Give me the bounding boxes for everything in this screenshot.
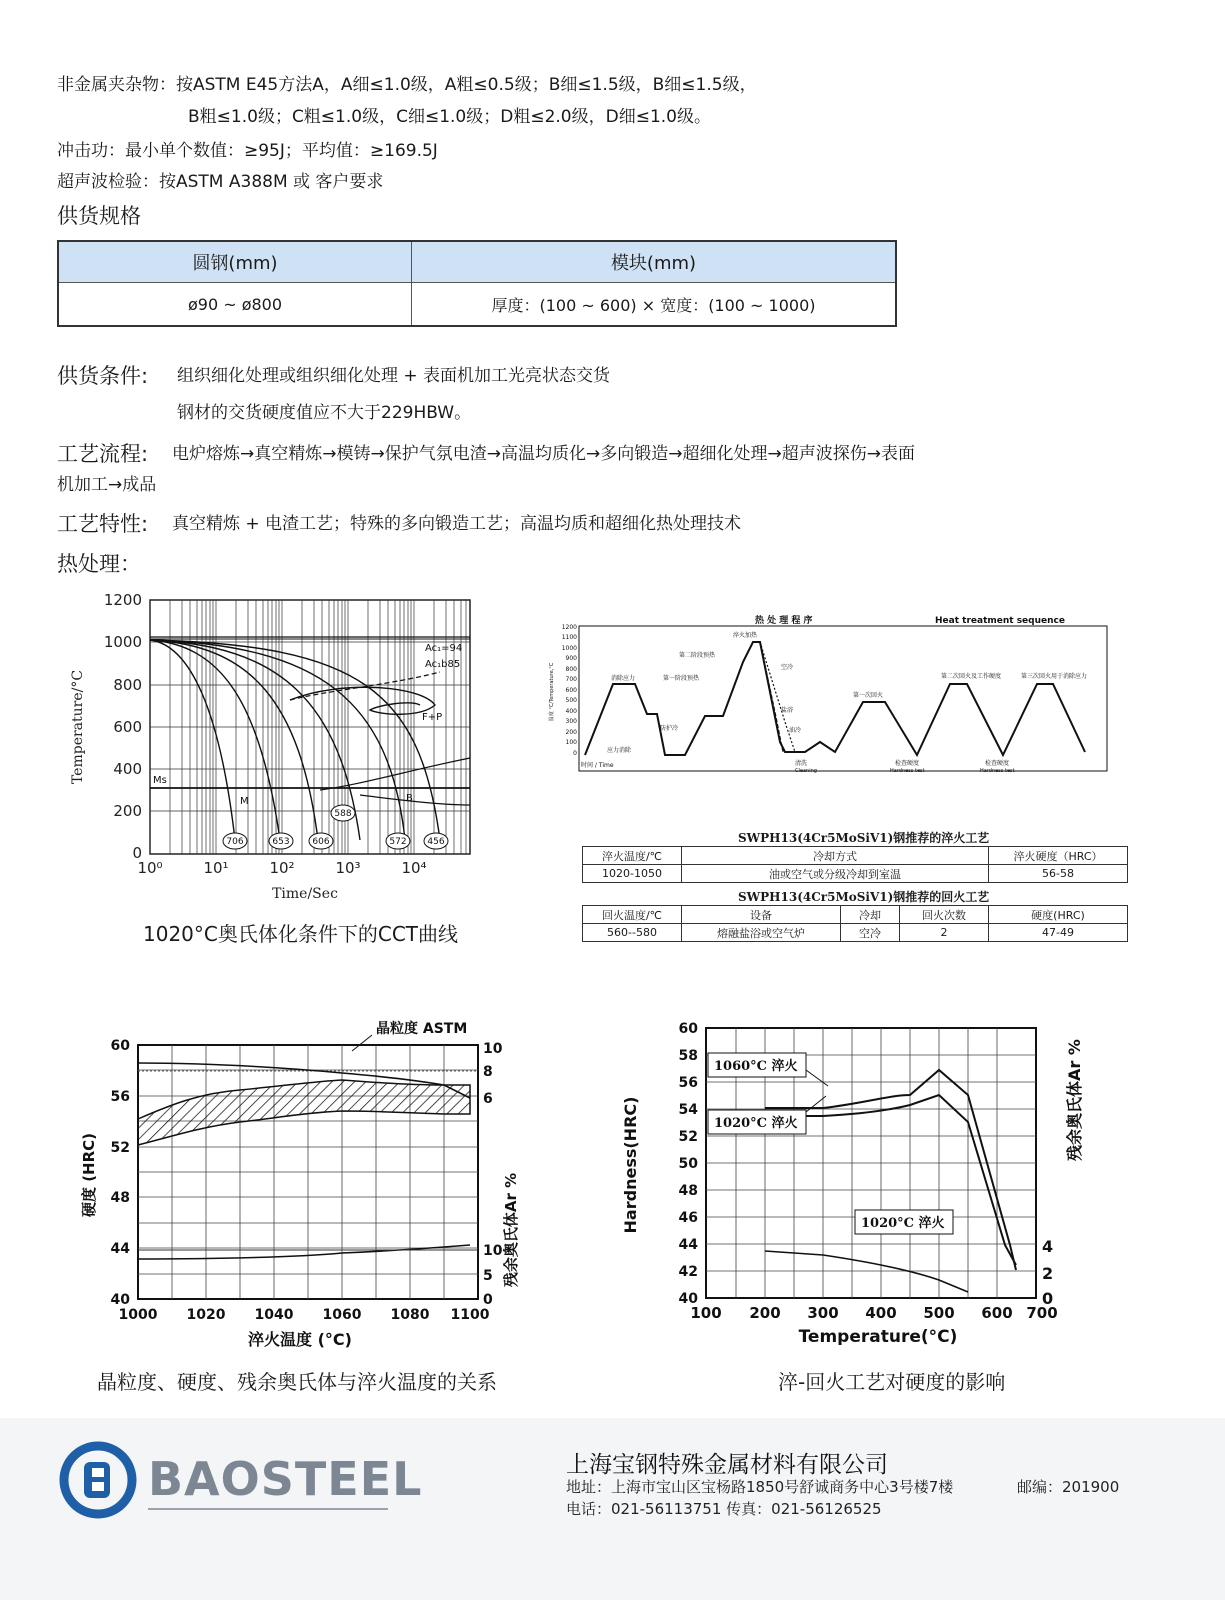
cct-hardness-572: 572 [389, 837, 407, 847]
cct-hardness-653: 653 [272, 837, 290, 847]
grain-ytick-48: 48 [110, 1190, 130, 1206]
table-header-round: 圆钢(mm) [58, 241, 412, 283]
heat-seq-label-time: 时间 / Time [581, 762, 614, 769]
temper-cell-equipment: 熔融盐浴或空气炉 [682, 924, 841, 942]
grain-caption: 晶粒度、硬度、残余奥氏体与淬火温度的关系 [97, 1370, 497, 1394]
temper-xlabel: Temperature(°C) [798, 1327, 958, 1345]
temper-ytick-50: 50 [678, 1156, 698, 1172]
temper-xtick-100: 100 [690, 1304, 722, 1322]
supply-condition-label: 供货条件: [57, 364, 149, 388]
temper-ytick-56: 56 [678, 1075, 698, 1091]
temper-header-temp: 回火温度/℃ [583, 906, 682, 924]
heat-seq-ytick-400: 400 [565, 708, 577, 715]
cct-ytick-1200: 1200 [103, 591, 142, 609]
heat-seq-label-salt-bath: 盐浴 [781, 707, 794, 714]
heat-treatment-label: 热处理： [57, 552, 141, 576]
grain-ytick-52: 52 [110, 1140, 130, 1156]
heat-seq-ytick-1000: 1000 [561, 645, 577, 652]
heat-sequence-chart [545, 612, 1135, 792]
heat-seq-ytick-300: 300 [565, 718, 577, 725]
temper-xtick-700: 700 [1026, 1304, 1058, 1322]
cct-ytick-600: 600 [113, 718, 142, 736]
grain-xtick-1060: 1060 [322, 1307, 362, 1323]
quench-table-title: SWPH13(4Cr5MoSiV1)钢推荐的淬火工艺 [738, 831, 990, 845]
heat-seq-label-destress: 消除应力 [611, 675, 636, 682]
baosteel-logo-icon [58, 1440, 138, 1520]
supply-condition-line1: 组织细化处理或组织细化处理 + 表面机加工光亮状态交货 [177, 366, 611, 386]
footer-phone: 电话：021-56113751 传真：021-56126525 [566, 1500, 882, 1518]
quench-header-temp: 淬火温度/℃ [583, 847, 682, 865]
heat-seq-title-en: Heat treatment sequence [935, 616, 1065, 626]
heat-seq-label-stress-relief: 应力消除 [607, 747, 632, 754]
temper-xtick-400: 400 [865, 1304, 897, 1322]
quench-header-hardness: 淬火硬度（HRC） [989, 847, 1128, 865]
cct-ytick-400: 400 [113, 760, 142, 778]
heat-seq-ytick-600: 600 [565, 687, 577, 694]
cct-hardness-606: 606 [312, 837, 330, 847]
heat-seq-label-hardness1-en: Hardness test [890, 768, 925, 774]
heat-seq-label-clean: 清洗 [795, 760, 808, 767]
cct-ylabel: Temperature/°C [70, 669, 86, 785]
heat-seq-ytick-700: 700 [565, 676, 577, 683]
temper-ylabel: Hardness(HRC) [621, 1096, 640, 1234]
grain-xtick-1080: 1080 [390, 1307, 430, 1323]
process-flow-line1: 电炉熔炼→真空精炼→模铸→保护气氛电渣→高温均质化→多向锻造→超细化处理→超声波探伤→表面 [172, 444, 915, 464]
grain-xtick-1000: 1000 [118, 1307, 158, 1323]
temper-ylabel-right: 残余奥氏体Ar % [1065, 1039, 1084, 1161]
quench-cell-hardness: 56-58 [989, 865, 1128, 883]
process-flow-line2: 机加工→成品 [57, 475, 157, 495]
temper-header-times: 回火次数 [900, 906, 989, 924]
footer-address: 地址：上海市宝山区宝杨路1850号舒诚商务中心3号楼7楼 [566, 1478, 954, 1496]
heat-seq-ylabel: 温度 °C/Temperature,°C [549, 662, 555, 722]
temper-cell-cooling: 空冷 [841, 924, 900, 942]
heat-seq-ytick-800: 800 [565, 666, 577, 673]
grain-hardness-chart [70, 1015, 540, 1355]
heat-seq-label-clean-en: Cleaning [795, 768, 817, 774]
heat-seq-ytick-900: 900 [565, 655, 577, 662]
grain-ytick-40: 40 [110, 1292, 130, 1308]
cct-chart [60, 590, 480, 920]
heat-seq-label-protect: 防护冷 [660, 725, 679, 732]
grain-xtick-1020: 1020 [186, 1307, 226, 1323]
grain-xtick-1100: 1100 [450, 1307, 490, 1323]
heat-seq-label-stage2: 第二阶段预热 [679, 652, 716, 659]
ar-right-10: 10 [483, 1243, 503, 1259]
temper-ytick-44: 44 [678, 1237, 698, 1253]
cct-ytick-1000: 1000 [103, 633, 142, 651]
process-flow-label: 工艺流程: [57, 442, 149, 466]
cct-m: M [240, 796, 249, 807]
cct-ac1b: Ac₁b85 [425, 659, 461, 670]
inclusions-line1: 非金属夹杂物：按ASTM E45方法A，A细≤1.0级，A粗≤0.5级；B细≤1.5级，B细≤1.5级， [57, 75, 757, 95]
grain-ytick-56: 56 [110, 1089, 130, 1105]
temper-cell-hardness: 47-49 [989, 924, 1128, 942]
cct-xtick-0: 10⁰ [137, 859, 163, 877]
heat-seq-ytick-100: 100 [565, 739, 577, 746]
cct-hardness-706: 706 [226, 837, 244, 847]
footer-postcode: 邮编：201900 [1017, 1478, 1120, 1496]
heat-seq-label-quench-heat: 淬火加热 [733, 632, 758, 639]
table-cell-round: ø90 ~ ø800 [58, 283, 412, 327]
heat-seq-ytick-500: 500 [565, 697, 577, 704]
heat-seq-label-stage1: 第一阶段预热 [663, 675, 700, 682]
cct-hardness-588: 588 [334, 809, 352, 819]
footer-brand-underline [148, 1508, 388, 1510]
cct-xtick-2: 10² [269, 859, 295, 877]
grain-xtick-1040: 1040 [254, 1307, 294, 1323]
cct-ytick-800: 800 [113, 676, 142, 694]
ultrasonic-line: 超声波检验：按ASTM A388M 或 客户要求 [57, 172, 384, 192]
grain-ylabel-left: 硬度 (HRC) [80, 1132, 98, 1218]
cct-ac1: Ac₁=94 [425, 643, 463, 654]
heat-seq-label-hardness1: 检查硬度 [895, 760, 920, 767]
temper-caption: 淬-回火工艺对硬度的影响 [778, 1370, 1006, 1394]
grain-ytick-44: 44 [110, 1241, 130, 1257]
temper-label-1060: 1060°C 淬火 [714, 1059, 798, 1074]
temper-label-1020b: 1020°C 淬火 [861, 1216, 945, 1231]
cct-xtick-3: 10³ [335, 859, 361, 877]
ar-right-5: 5 [483, 1268, 493, 1284]
temper-right-2: 2 [1042, 1264, 1054, 1283]
heat-seq-label-hardness2: 检查硬度 [985, 760, 1010, 767]
heat-seq-label-temper3: 第三次回火用于消除应力 [1021, 673, 1088, 680]
grain-ylabel-right: 残余奥氏体Ar % [502, 1172, 520, 1288]
quench-header-cooling: 冷却方式 [682, 847, 989, 865]
footer-brand: BAOSTEEL [148, 1452, 423, 1506]
temper-xtick-200: 200 [749, 1304, 781, 1322]
heat-seq-ytick-1100: 1100 [561, 634, 577, 641]
inclusions-line2: B粗≤1.0级；C粗≤1.0级，C细≤1.0级；D粗≤2.0级，D细≤1.0级。 [188, 107, 711, 127]
grain-ytick-60: 60 [110, 1038, 130, 1054]
supply-condition-line2: 钢材的交货硬度值应不大于229HBW。 [177, 403, 472, 423]
grain-xlabel: 淬火温度 (°C) [248, 1330, 352, 1349]
cct-b: B [406, 793, 413, 804]
temper-ytick-40: 40 [678, 1291, 698, 1307]
temper-xtick-300: 300 [807, 1304, 839, 1322]
cct-fp: F+P [422, 712, 443, 723]
temper-header-equipment: 设备 [682, 906, 841, 924]
table-cell-block: 厚度：(100 ~ 600) × 宽度：(100 ~ 1000) [412, 283, 897, 327]
cct-caption: 1020°C奥氏体化条件下的CCT曲线 [143, 922, 459, 946]
quench-cell-temp: 1020-1050 [583, 865, 682, 883]
process-feature-label: 工艺特性: [57, 512, 149, 536]
grain-right-10: 10 [483, 1041, 503, 1057]
temper-ytick-54: 54 [678, 1102, 698, 1118]
cct-ytick-200: 200 [113, 802, 142, 820]
heat-seq-ytick-0: 0 [573, 750, 577, 757]
temper-ytick-42: 42 [678, 1264, 698, 1280]
footer-company: 上海宝钢特殊金属材料有限公司 [566, 1452, 888, 1478]
quench-table [582, 846, 1128, 883]
ar-right-0: 0 [483, 1292, 493, 1308]
supply-spec-table [57, 240, 897, 327]
temper-ytick-48: 48 [678, 1183, 698, 1199]
quench-cell-cooling: 油或空气或分级冷却到室温 [682, 865, 989, 883]
table-header-block: 模块(mm) [412, 241, 897, 283]
heat-seq-label-hardness2-en: Hardness test [980, 768, 1015, 774]
heat-seq-ytick-200: 200 [565, 729, 577, 736]
heat-seq-ytick-1200: 1200 [561, 624, 577, 631]
cct-ms: Ms [153, 775, 167, 786]
cct-xtick-1: 10¹ [203, 859, 229, 877]
temper-label-1020: 1020°C 淬火 [714, 1116, 798, 1131]
heat-seq-title-cn: 热 处 理 程 序 [755, 616, 813, 626]
heat-seq-label-air-cool: 空冷 [781, 664, 794, 671]
heat-seq-label-temper2: 第二次回火及工作硬度 [941, 673, 1002, 680]
temper-xtick-600: 600 [981, 1304, 1013, 1322]
temper-header-cooling: 冷却 [841, 906, 900, 924]
temper-xtick-500: 500 [923, 1304, 955, 1322]
temper-cell-temp: 560--580 [583, 924, 682, 942]
heat-seq-label-oil-cool: 油冷 [789, 727, 802, 734]
grain-label: 晶粒度 ASTM [376, 1021, 468, 1037]
cct-xtick-4: 10⁴ [401, 859, 427, 877]
temper-table [582, 905, 1128, 942]
temper-ytick-58: 58 [678, 1048, 698, 1064]
temper-ytick-60: 60 [678, 1021, 698, 1037]
temper-ytick-52: 52 [678, 1129, 698, 1145]
temper-table-title: SWPH13(4Cr5MoSiV1)钢推荐的回火工艺 [738, 890, 990, 904]
supply-spec-title: 供货规格 [57, 204, 141, 228]
impact-line: 冲击功：最小单个数值：≥95J；平均值：≥169.5J [57, 141, 438, 161]
temper-cell-times: 2 [900, 924, 989, 942]
process-feature-text: 真空精炼 + 电渣工艺；特殊的多向锻造工艺；高温均质和超细化热处理技术 [172, 514, 742, 534]
temper-right-0: 0 [1042, 1289, 1054, 1308]
grain-right-8: 8 [483, 1064, 493, 1080]
cct-ytick-0: 0 [132, 844, 142, 862]
temper-hardness-chart [610, 1000, 1110, 1345]
temper-header-hardness: 硬度(HRC) [989, 906, 1128, 924]
heat-seq-label-temper1: 第一次回火 [853, 692, 884, 699]
grain-right-6: 6 [483, 1091, 493, 1107]
temper-ytick-46: 46 [678, 1210, 698, 1226]
cct-xlabel: Time/Sec [272, 886, 338, 902]
cct-hardness-456: 456 [427, 837, 445, 847]
temper-right-4: 4 [1042, 1237, 1054, 1256]
